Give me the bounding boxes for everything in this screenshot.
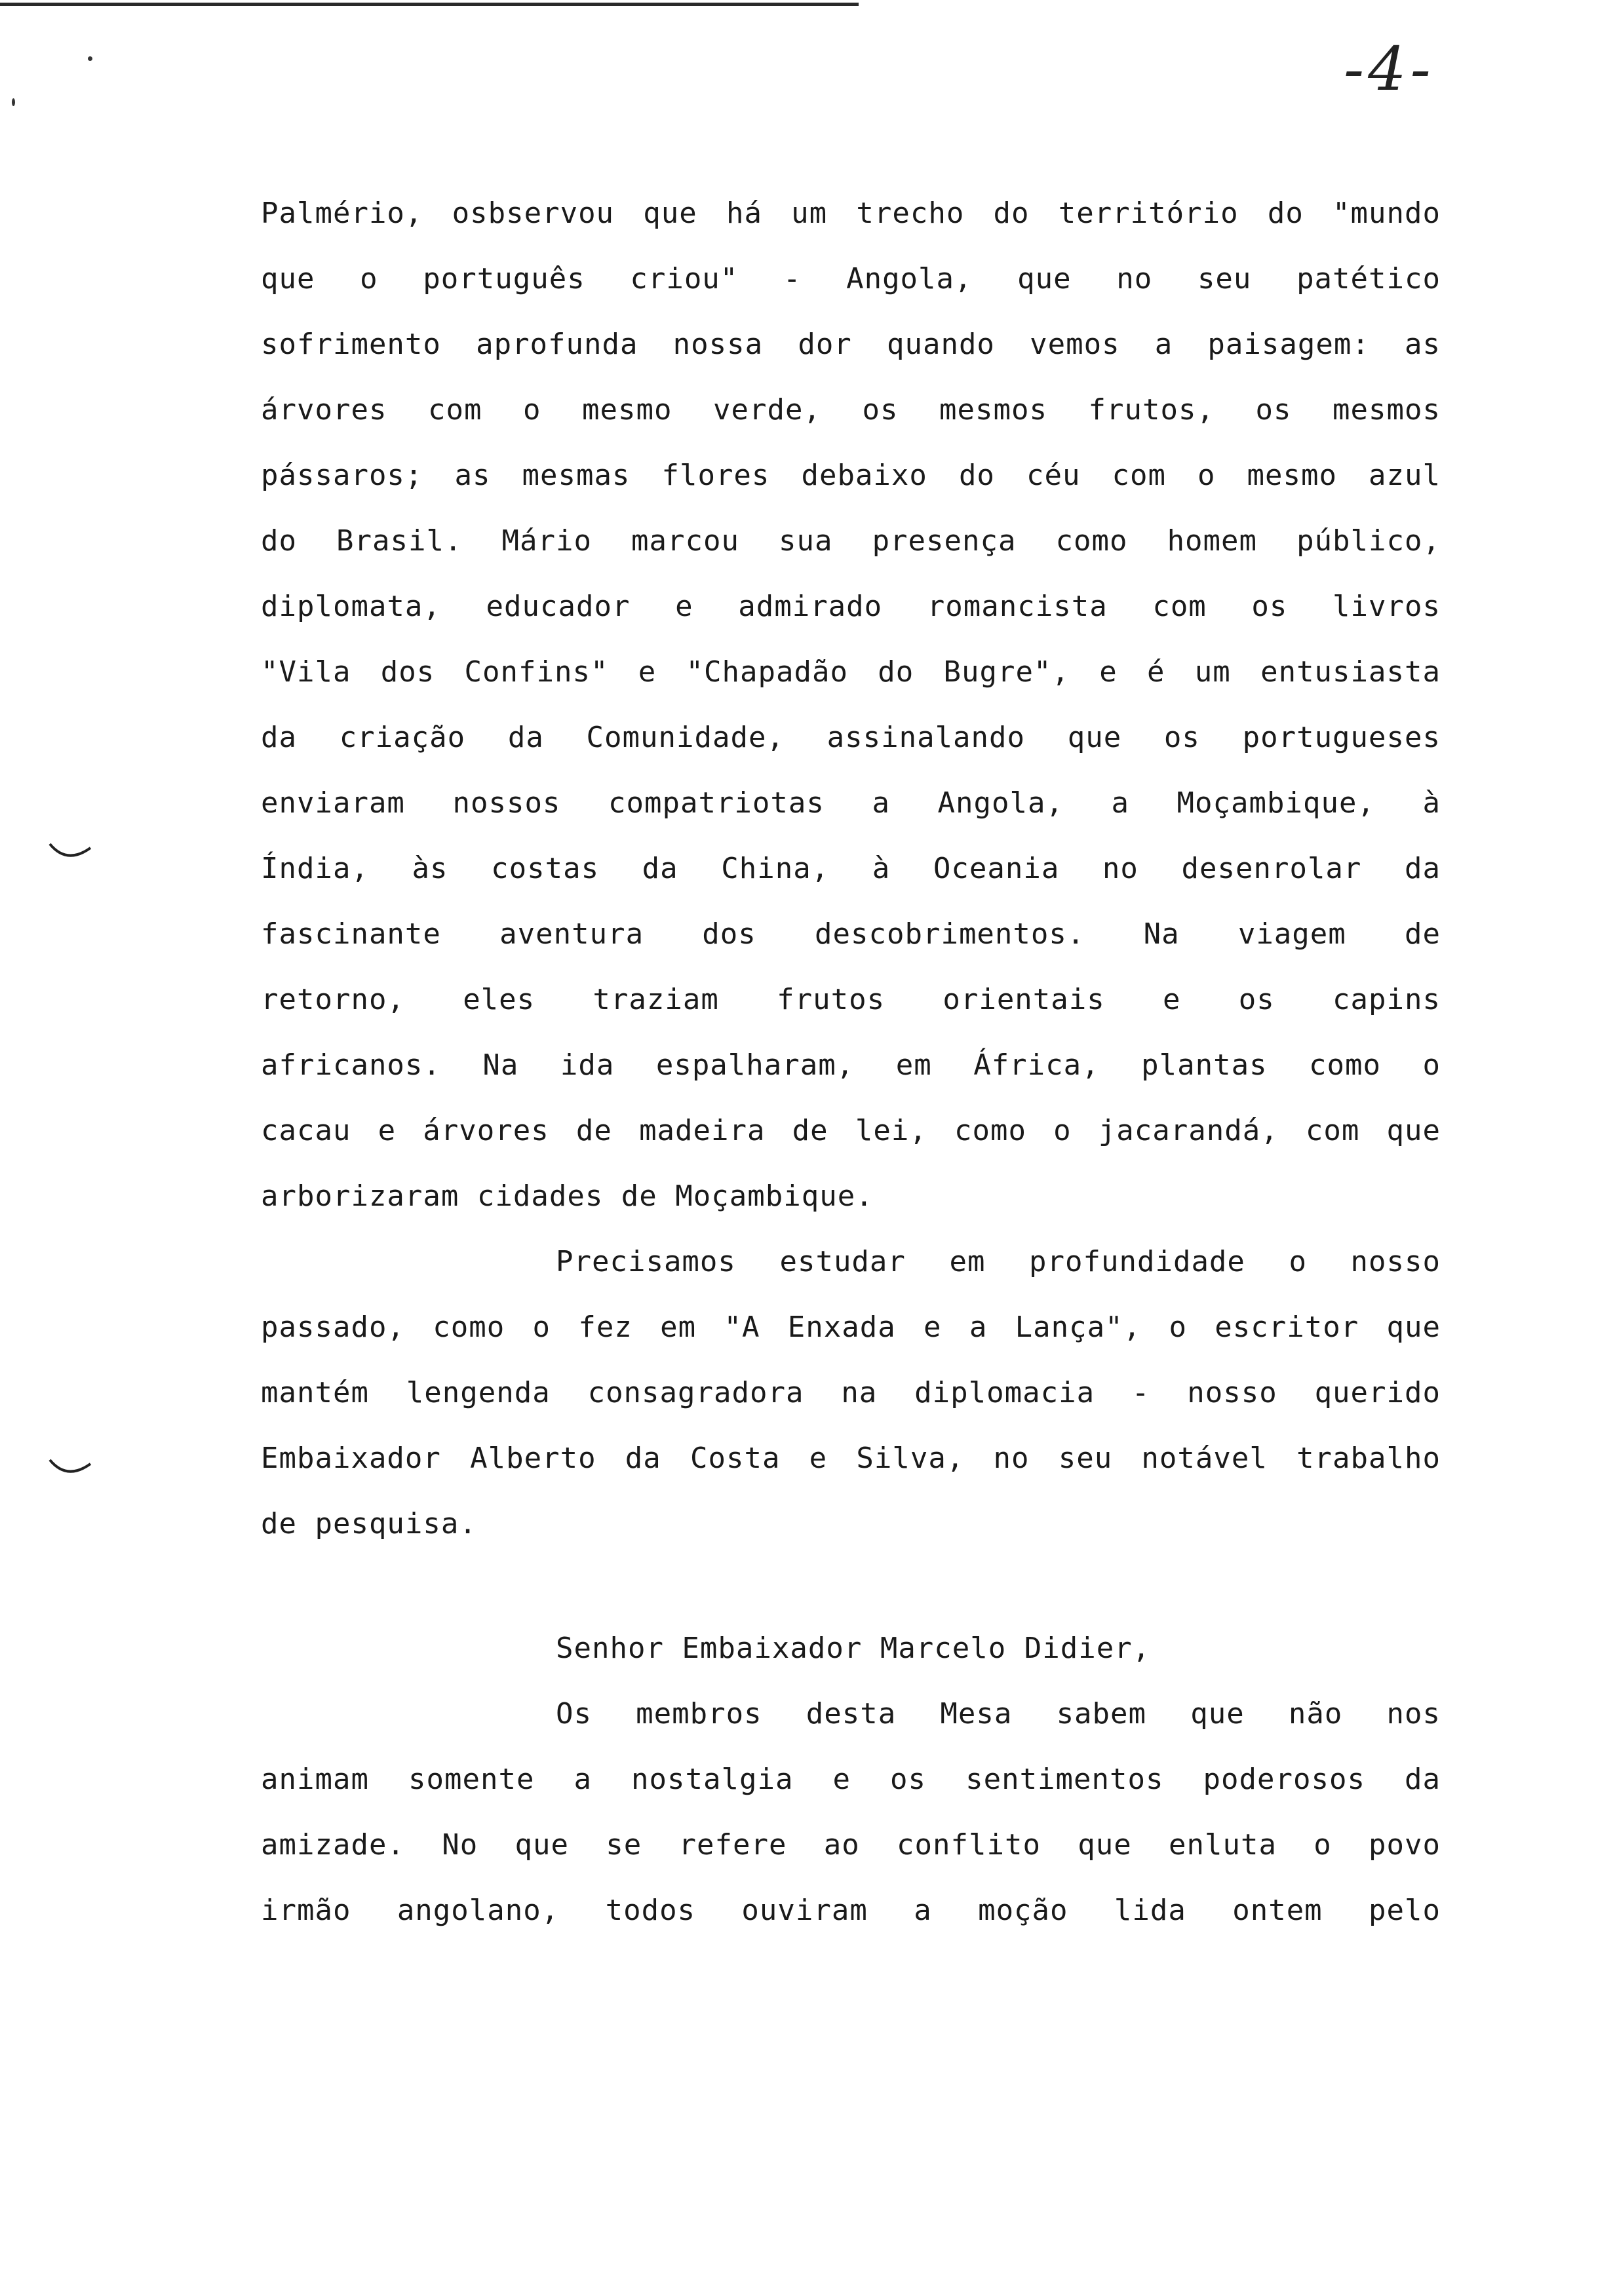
page-number: -4-: [1344, 34, 1435, 104]
text-line: Embaixador Alberto da Costa e Silva, no seu notável trabalho: [261, 1442, 1441, 1475]
paragraph-3: [261, 1691, 1441, 1953]
text-line: que o português criou" - Angola, que no seu patético: [261, 262, 1441, 296]
text-line: de pesquisa.: [261, 1507, 477, 1540]
text-line: retorno, eles traziam frutos orientais e os capins: [261, 983, 1441, 1016]
text-line: Palmério, osbservou que há um trecho do território do "mundo: [261, 197, 1441, 230]
text-line: diplomata, educador e admirado romancista com os livros: [261, 590, 1441, 623]
letter-body: [261, 190, 1441, 1953]
text-line: passado, como o fez em "A Enxada e a Lança", o escritor que: [261, 1311, 1441, 1344]
scan-speck: [88, 56, 92, 61]
text-line: cacau e árvores de madeira de lei, como o jacarandá, com que: [261, 1114, 1441, 1147]
scan-speck: [12, 98, 15, 106]
text-line: enviaram nossos compatriotas a Angola, a Moçambique, à: [261, 786, 1441, 820]
text-line: da criação da Comunidade, assinalando que os portugueses: [261, 721, 1441, 754]
text-line: mantém lengenda consagradora na diplomacia - nosso querido: [261, 1376, 1441, 1409]
text-line: africanos. Na ida espalharam, em África, plantas como o: [261, 1048, 1441, 1082]
text-line: pássaros; as mesmas flores debaixo do céu com o mesmo azul: [261, 459, 1441, 492]
text-line: Os membros desta Mesa sabem que não nos: [556, 1697, 1441, 1731]
margin-check-mark: [47, 1455, 93, 1481]
paragraph-gap: [261, 1566, 1441, 1625]
text-line: arborizaram cidades de Moçambique.: [261, 1179, 874, 1213]
text-line: fascinante aventura dos descobrimentos. Na viagem de: [261, 917, 1441, 951]
text-line: "Vila dos Confins" e "Chapadão do Bugre", e é um entusiasta: [261, 655, 1441, 689]
paragraph-2: [261, 1238, 1441, 1566]
text-line: sofrimento aprofunda nossa dor quando vemos a paisagem: as: [261, 328, 1441, 361]
margin-check-mark: [47, 839, 93, 865]
text-line: do Brasil. Mário marcou sua presença como homem público,: [261, 524, 1441, 558]
text-line: irmão angolano, todos ouviram a moção lida ontem pelo: [261, 1894, 1441, 1927]
text-line: amizade. No que se refere ao conflito que enluta o povo: [261, 1828, 1441, 1862]
salutation: Senhor Embaixador Marcelo Didier,: [556, 1632, 1151, 1665]
top-scan-rule: [0, 3, 859, 6]
text-line: Índia, às costas da China, à Oceania no desenrolar da: [261, 852, 1441, 885]
text-line: Precisamos estudar em profundidade o nosso: [556, 1245, 1441, 1278]
text-line: árvores com o mesmo verde, os mesmos frutos, os mesmos: [261, 393, 1441, 427]
text-line: animam somente a nostalgia e os sentimentos poderosos da: [261, 1763, 1441, 1796]
paragraph-1: [261, 190, 1441, 1238]
